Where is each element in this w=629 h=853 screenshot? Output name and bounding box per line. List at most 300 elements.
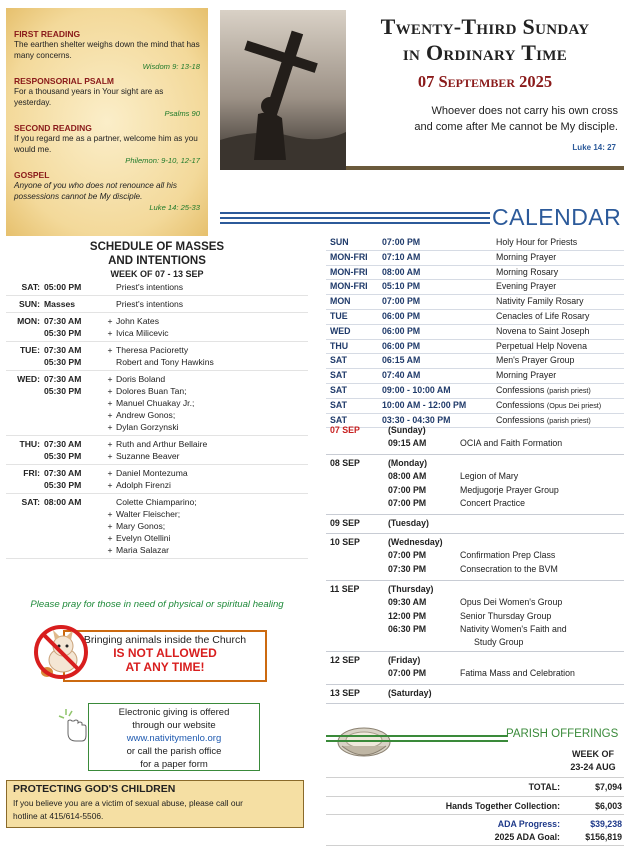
cross-icon: + <box>107 509 113 519</box>
offering-row <box>326 799 624 813</box>
schedule-day <box>6 508 44 520</box>
reading-text: Anyone of you who does not renounce all his possessions cannot be My disciple. <box>14 181 177 201</box>
cross-icon <box>104 298 116 310</box>
cross-icon: + <box>107 545 113 555</box>
schedule-day-group <box>6 465 308 494</box>
reading-citation: Philemon: 9-10, 12-17 <box>125 156 200 165</box>
page-date: 07 September 2025 <box>417 72 553 91</box>
schedule-intention: Colette Chiamparino; <box>116 497 197 507</box>
schedule-row <box>6 520 308 532</box>
daily-event-row <box>326 623 624 648</box>
weekly-time: 06:00 PM <box>382 325 421 336</box>
cross-icon: + <box>107 521 113 531</box>
daily-group <box>326 581 624 653</box>
weekly-event <box>496 266 624 280</box>
cross-icon <box>104 496 116 508</box>
offerings-week: WEEK OF 23-24 AUG <box>570 749 616 772</box>
cross-icon: + <box>107 386 113 396</box>
weekly-time: 09:00 - 10:00 AM <box>382 384 451 395</box>
schedule-week: WEEK OF 07 - 13 SEP <box>110 269 204 279</box>
weekly-event-note: (parish priest) <box>546 385 591 395</box>
schedule-day: FRI: <box>23 468 40 478</box>
schedule-time <box>44 397 104 409</box>
daily-event <box>460 667 624 681</box>
daily-event-row <box>326 596 624 610</box>
offering-value: $6,003 <box>595 801 622 811</box>
schedule-row <box>6 373 308 385</box>
daily-event-name: Consecration to the BVM <box>460 563 558 574</box>
schedule-row <box>6 344 308 356</box>
weekly-event <box>496 236 624 250</box>
schedule-day: SAT: <box>21 497 40 507</box>
schedule-intention: Andrew Gonos; <box>116 410 176 420</box>
schedule-day: THU: <box>19 439 40 449</box>
daily-event-row <box>326 563 624 577</box>
weekly-time: 05:10 PM <box>382 281 421 292</box>
daily-event <box>460 484 624 498</box>
cross-icon: + <box>107 410 113 420</box>
schedule-day: TUE: <box>19 345 40 355</box>
header-title-box <box>346 10 624 170</box>
header-quote: Whoever does not carry his own cross and come after Me cannot be My disciple. <box>414 105 618 133</box>
schedule-time <box>44 421 104 433</box>
weekly-event-name: Confessions <box>496 399 545 410</box>
schedule-intention: Ruth and Arthur Bellaire <box>116 439 208 449</box>
daily-header <box>326 536 624 549</box>
offering-value: $39,238 <box>590 819 622 829</box>
schedule-day <box>6 479 44 491</box>
weekly-day: SAT <box>330 384 347 395</box>
weekly-day: MON <box>330 296 351 307</box>
schedule-title: SCHEDULE OF MASSES AND INTENTIONS <box>89 241 225 267</box>
cross-icon: + <box>107 439 113 449</box>
weekly-event <box>496 369 624 383</box>
daily-event-name: Legion of Mary <box>460 470 519 481</box>
weekly-event-name: Evening Prayer <box>496 281 557 292</box>
daily-date: 13 SEP <box>330 688 360 699</box>
schedule-intention: Dylan Gorzynski <box>116 422 179 432</box>
schedule-groups <box>6 279 308 559</box>
reading-heading: RESPONSORIAL PSALM <box>14 76 114 86</box>
schedule-day-group <box>6 313 308 342</box>
schedule-time: Masses <box>44 299 76 309</box>
schedule-time: 05:30 PM <box>44 328 82 338</box>
weekly-event-name: Novena to Saint Joseph <box>496 325 590 336</box>
weekly-event <box>496 295 624 309</box>
weekly-day: TUE <box>330 310 348 321</box>
weekly-time: 07:40 AM <box>382 370 421 381</box>
weekly-event <box>496 384 624 398</box>
weekly-day: MON-FRI <box>330 281 368 292</box>
weekly-row <box>326 369 624 384</box>
calendar-title: CALENDAR <box>492 204 622 230</box>
schedule-row <box>6 409 308 421</box>
schedule-intention: Ivica Milicevic <box>116 328 169 338</box>
daily-event-row <box>326 549 624 563</box>
daily-event-time: 07:00 PM <box>388 498 427 509</box>
weekly-event-name: Nativity Family Rosary <box>496 296 584 307</box>
daily-event-row <box>326 497 624 511</box>
animals-notice-line1: Bringing animals inside the Church <box>83 634 247 646</box>
giving-line4: or call the parish office <box>126 746 222 757</box>
schedule-intention: Priest's intentions <box>116 299 184 309</box>
schedule-intention: Evelyn Otellini <box>116 533 171 543</box>
cross-icon <box>104 356 116 368</box>
animals-notice-line2: IS NOT ALLOWED <box>113 646 217 660</box>
daily-group <box>326 685 624 704</box>
schedule-row <box>6 496 308 508</box>
weekly-time: 07:00 PM <box>382 237 421 247</box>
schedule-row <box>6 479 308 491</box>
daily-event-name: Concert Practice <box>460 498 526 509</box>
weekly-day: SUN <box>330 237 349 247</box>
daily-weekday: (Wednesday) <box>388 537 443 548</box>
schedule-day <box>6 450 44 462</box>
daily-event-time: 07:00 PM <box>388 668 427 679</box>
weekly-time: 06:00 PM <box>382 340 421 351</box>
cross-icon: + <box>107 422 113 432</box>
daily-calendar <box>326 422 624 704</box>
cross-icon: + <box>107 480 113 490</box>
daily-event-name: Confirmation Prep Class <box>460 550 556 561</box>
daily-event <box>460 610 624 624</box>
daily-header <box>326 424 624 437</box>
no-pets-icon <box>33 622 89 682</box>
animals-notice-box <box>63 630 267 682</box>
protecting-title: PROTECTING GOD'S CHILDREN <box>13 783 176 795</box>
schedule-row <box>6 356 308 368</box>
schedule-day <box>6 520 44 532</box>
weekly-day: SAT <box>330 399 347 410</box>
electronic-giving-box <box>88 703 260 771</box>
offering-row <box>326 830 624 844</box>
weekly-day: THU <box>330 340 349 351</box>
offering-label: ADA Progress: <box>497 819 560 829</box>
schedule-intention: Maria Salazar <box>116 545 170 555</box>
weekly-row <box>326 340 624 355</box>
weekly-time: 03:30 - 04:30 PM <box>382 414 451 425</box>
weekly-day: MON-FRI <box>330 266 368 277</box>
daily-date: 11 SEP <box>330 583 360 594</box>
reading-citation: Wisdom 9: 13-18 <box>142 62 200 71</box>
schedule-day: SAT: <box>21 282 40 292</box>
schedule-day: SUN: <box>18 299 40 309</box>
schedule-intention: Priest's intentions <box>116 282 184 292</box>
daily-event-time: 06:30 PM <box>388 624 427 635</box>
offerings-title: PARISH OFFERINGS <box>506 728 619 740</box>
weekly-time: 07:10 AM <box>382 251 421 262</box>
daily-event-row <box>326 667 624 681</box>
offerings-rule <box>326 735 508 745</box>
weekly-day: WED <box>330 325 351 336</box>
schedule-row <box>6 385 308 397</box>
daily-event-name: Opus Dei Women's Group <box>460 596 563 607</box>
schedule-time <box>44 409 104 421</box>
cross-icon: + <box>107 345 113 355</box>
daily-event-time: 09:15 AM <box>388 438 427 448</box>
schedule-row <box>6 397 308 409</box>
weekly-event-note: (Opus Dei priest) <box>546 400 602 410</box>
schedule-day <box>6 421 44 433</box>
weekly-row <box>326 399 624 414</box>
cross-icon: + <box>107 468 113 478</box>
reading-heading: SECOND READING <box>14 123 92 133</box>
schedule-time: 05:00 PM <box>44 282 82 292</box>
daily-event-name-cont: Study Group <box>474 636 524 647</box>
schedule-day: MON: <box>17 316 40 326</box>
schedule-time: 05:30 PM <box>44 386 82 396</box>
offering-label: 2025 ADA Goal: <box>494 832 560 842</box>
schedule-row <box>6 421 308 433</box>
schedule-time <box>44 532 104 544</box>
schedule-intention: Robert and Tony Hawkins <box>116 357 214 367</box>
schedule-day-group <box>6 342 308 371</box>
schedule-intention: Mary Gonos; <box>116 521 166 531</box>
daily-event-name: OCIA and Faith Formation <box>460 438 563 448</box>
daily-group <box>326 652 624 685</box>
weekly-row <box>326 280 624 295</box>
reading-heading: GOSPEL <box>14 170 50 180</box>
schedule-row <box>6 298 308 310</box>
daily-event-row <box>326 470 624 484</box>
schedule-intention: Suzanne Beaver <box>116 451 180 461</box>
schedule-time: 08:00 AM <box>44 497 82 507</box>
weekly-event <box>496 251 624 265</box>
weekly-event <box>496 399 624 413</box>
daily-weekday: (Monday) <box>388 457 428 468</box>
weekly-event-name: Morning Prayer <box>496 251 557 262</box>
schedule-day <box>6 532 44 544</box>
schedule-row <box>6 544 308 556</box>
daily-event-row <box>326 437 624 451</box>
cross-icon: + <box>107 328 113 338</box>
weekly-day: SAT <box>330 414 347 425</box>
offering-divider <box>326 796 624 797</box>
schedule-intention: Manuel Chuakay Jr.; <box>116 398 195 408</box>
schedule-intention: Dolores Buan Tan; <box>116 386 187 396</box>
daily-group <box>326 534 624 581</box>
schedule-intention: John Kates <box>116 316 159 326</box>
weekly-event-name: Men's Prayer Group <box>496 355 575 366</box>
schedule-intention: Theresa Pacioretty <box>116 345 189 355</box>
schedule-time: 05:30 PM <box>44 357 82 367</box>
protecting-children <box>6 780 304 828</box>
electronic-giving <box>58 703 258 773</box>
daily-group <box>326 422 624 455</box>
schedule-time: 07:30 AM <box>44 374 82 384</box>
daily-date: 09 SEP <box>330 518 360 529</box>
calendar-rule <box>220 212 490 227</box>
daily-date: 10 SEP <box>330 537 360 548</box>
daily-event <box>460 623 624 648</box>
schedule-row <box>6 467 308 479</box>
weekly-row <box>326 325 624 340</box>
page-title: Twenty-Third Sunday in Ordinary Time <box>380 14 590 65</box>
weekly-time: 06:15 AM <box>382 355 421 366</box>
schedule-day: WED: <box>17 374 40 384</box>
schedule-day <box>6 544 44 556</box>
weekly-event-name: Cenacles of Life Rosary <box>496 310 590 321</box>
daily-event-time: 08:00 AM <box>388 470 427 481</box>
daily-header <box>326 583 624 596</box>
offering-label: Hands Together Collection: <box>445 801 560 811</box>
daily-event-time: 07:00 PM <box>388 484 427 495</box>
reading-text: If you regard me as a partner, welcome him as you would me. <box>14 134 198 154</box>
giving-line5: for a paper form <box>140 759 208 770</box>
weekly-day: MON-FRI <box>330 251 368 262</box>
daily-event-time: 07:30 PM <box>388 563 427 574</box>
schedule-intention: Walter Fleischer; <box>116 509 181 519</box>
daily-event-name: Medjugorje Prayer Group <box>460 484 559 495</box>
schedule-row <box>6 438 308 450</box>
weekly-row <box>326 251 624 266</box>
weekly-time: 08:00 AM <box>382 266 421 277</box>
daily-header <box>326 687 624 700</box>
reading-text: The earthen shelter weighs down the mind that has many concerns. <box>14 40 200 60</box>
weekly-event-name: Morning Rosary <box>496 266 559 277</box>
schedule-day <box>6 356 44 368</box>
weekly-event <box>496 280 624 294</box>
daily-event-name: Fatima Mass and Celebration <box>460 668 575 679</box>
cross-icon: + <box>107 374 113 384</box>
daily-group <box>326 515 624 534</box>
daily-event <box>460 470 624 484</box>
daily-event <box>460 437 624 451</box>
schedule-row <box>6 508 308 520</box>
animals-notice <box>33 622 269 688</box>
weekly-row <box>326 384 624 399</box>
daily-date: 07 SEP <box>330 425 360 435</box>
daily-weekday: (Friday) <box>388 655 421 666</box>
giving-website-link[interactable]: www.nativitymenlo.org <box>126 733 222 744</box>
schedule-day-group <box>6 296 308 313</box>
schedule-intention: Adolph Firenzi <box>116 480 171 490</box>
offering-divider <box>326 814 624 815</box>
schedule-time: 05:30 PM <box>44 451 82 461</box>
giving-line2: through our website <box>132 720 216 731</box>
schedule-day-group <box>6 494 308 559</box>
schedule-time: 05:30 PM <box>44 480 82 490</box>
daily-event-name: Senior Thursday Group <box>460 610 552 621</box>
daily-event-row <box>326 484 624 498</box>
schedule-row <box>6 450 308 462</box>
weekly-day: SAT <box>330 355 347 366</box>
readings-panel <box>6 8 208 236</box>
offering-label: TOTAL: <box>528 782 560 792</box>
schedule-time: 07:30 AM <box>44 468 82 478</box>
weekly-row <box>326 236 624 251</box>
daily-header <box>326 654 624 667</box>
schedule-day-group <box>6 436 308 465</box>
daily-event <box>460 549 624 563</box>
schedule-row <box>6 327 308 339</box>
daily-event <box>460 596 624 610</box>
weekly-time: 06:00 PM <box>382 310 421 321</box>
weekly-event <box>496 340 624 354</box>
daily-weekday: (Tuesday) <box>388 518 429 529</box>
schedule-row <box>6 532 308 544</box>
offering-row <box>326 817 624 831</box>
weekly-row <box>326 354 624 369</box>
reading-heading: FIRST READING <box>14 29 81 39</box>
weekly-row <box>326 310 624 325</box>
cross-icon: + <box>107 398 113 408</box>
schedule-row <box>6 281 308 293</box>
schedule-day-group <box>6 279 308 296</box>
schedule-day <box>6 397 44 409</box>
cross-icon: + <box>107 451 113 461</box>
weekly-calendar <box>326 236 624 428</box>
daily-header <box>326 517 624 530</box>
schedule-time: 07:30 AM <box>44 439 82 449</box>
weekly-time: 07:00 PM <box>382 296 421 307</box>
reading-text: For a thousand years in Your sight are as yesterday. <box>14 87 164 107</box>
daily-event-time: 09:30 AM <box>388 596 427 607</box>
protecting-body: If you believe you are a victim of sexual abuse, please call our hotline at 415/614-5506. <box>13 798 243 821</box>
offering-value: $156,819 <box>585 832 622 842</box>
offering-divider <box>326 845 624 846</box>
cross-icon <box>104 281 116 293</box>
schedule-intention: Daniel Montezuma <box>116 468 188 478</box>
click-hand-icon <box>58 707 88 747</box>
daily-event <box>460 563 624 577</box>
schedule-intention: Doris Boland <box>116 374 166 384</box>
schedule-time <box>44 508 104 520</box>
weekly-event-name: Confessions <box>496 384 545 395</box>
daily-weekday: (Saturday) <box>388 688 432 699</box>
header-quote-citation: Luke 14: 27 <box>572 143 616 152</box>
weekly-event <box>496 325 624 339</box>
cross-photo <box>220 10 346 170</box>
daily-weekday: (Sunday) <box>388 425 426 435</box>
daily-weekday: (Thursday) <box>388 583 434 594</box>
cross-silhouette-icon <box>220 10 346 170</box>
schedule-day <box>6 327 44 339</box>
weekly-event-name: Confessions <box>496 414 545 425</box>
weekly-event-name: Perpetual Help Novena <box>496 340 587 351</box>
schedule-time: 07:30 AM <box>44 316 82 326</box>
daily-event-time: 12:00 PM <box>388 610 427 621</box>
reading-citation: Psalms 90 <box>164 109 200 118</box>
daily-event-name: Nativity Women's Faith and <box>460 624 567 635</box>
schedule-row <box>6 315 308 327</box>
weekly-event-name: Holy Hour for Priests <box>496 237 578 247</box>
offering-divider <box>326 777 624 778</box>
parish-offerings <box>326 720 624 848</box>
daily-event-time: 07:00 PM <box>388 550 427 561</box>
weekly-row <box>326 266 624 281</box>
daily-date: 08 SEP <box>330 457 360 468</box>
giving-line1: Electronic giving is offered <box>118 707 230 718</box>
daily-event-row <box>326 610 624 624</box>
weekly-event-name: Morning Prayer <box>496 370 557 381</box>
weekly-row <box>326 295 624 310</box>
cross-icon: + <box>107 533 113 543</box>
reading-citation: Luke 14: 25-33 <box>149 203 200 212</box>
offering-row <box>326 780 624 794</box>
offering-value: $7,094 <box>595 782 622 792</box>
schedule-time <box>44 520 104 532</box>
schedule-day <box>6 385 44 397</box>
cross-icon: + <box>107 316 113 326</box>
schedule-day-group <box>6 371 308 436</box>
mass-schedule <box>6 240 308 559</box>
animals-notice-line3: AT ANY TIME! <box>125 660 205 674</box>
schedule-time <box>44 544 104 556</box>
weekly-event <box>496 310 624 324</box>
schedule-time: 07:30 AM <box>44 345 82 355</box>
weekly-day: SAT <box>330 370 347 381</box>
